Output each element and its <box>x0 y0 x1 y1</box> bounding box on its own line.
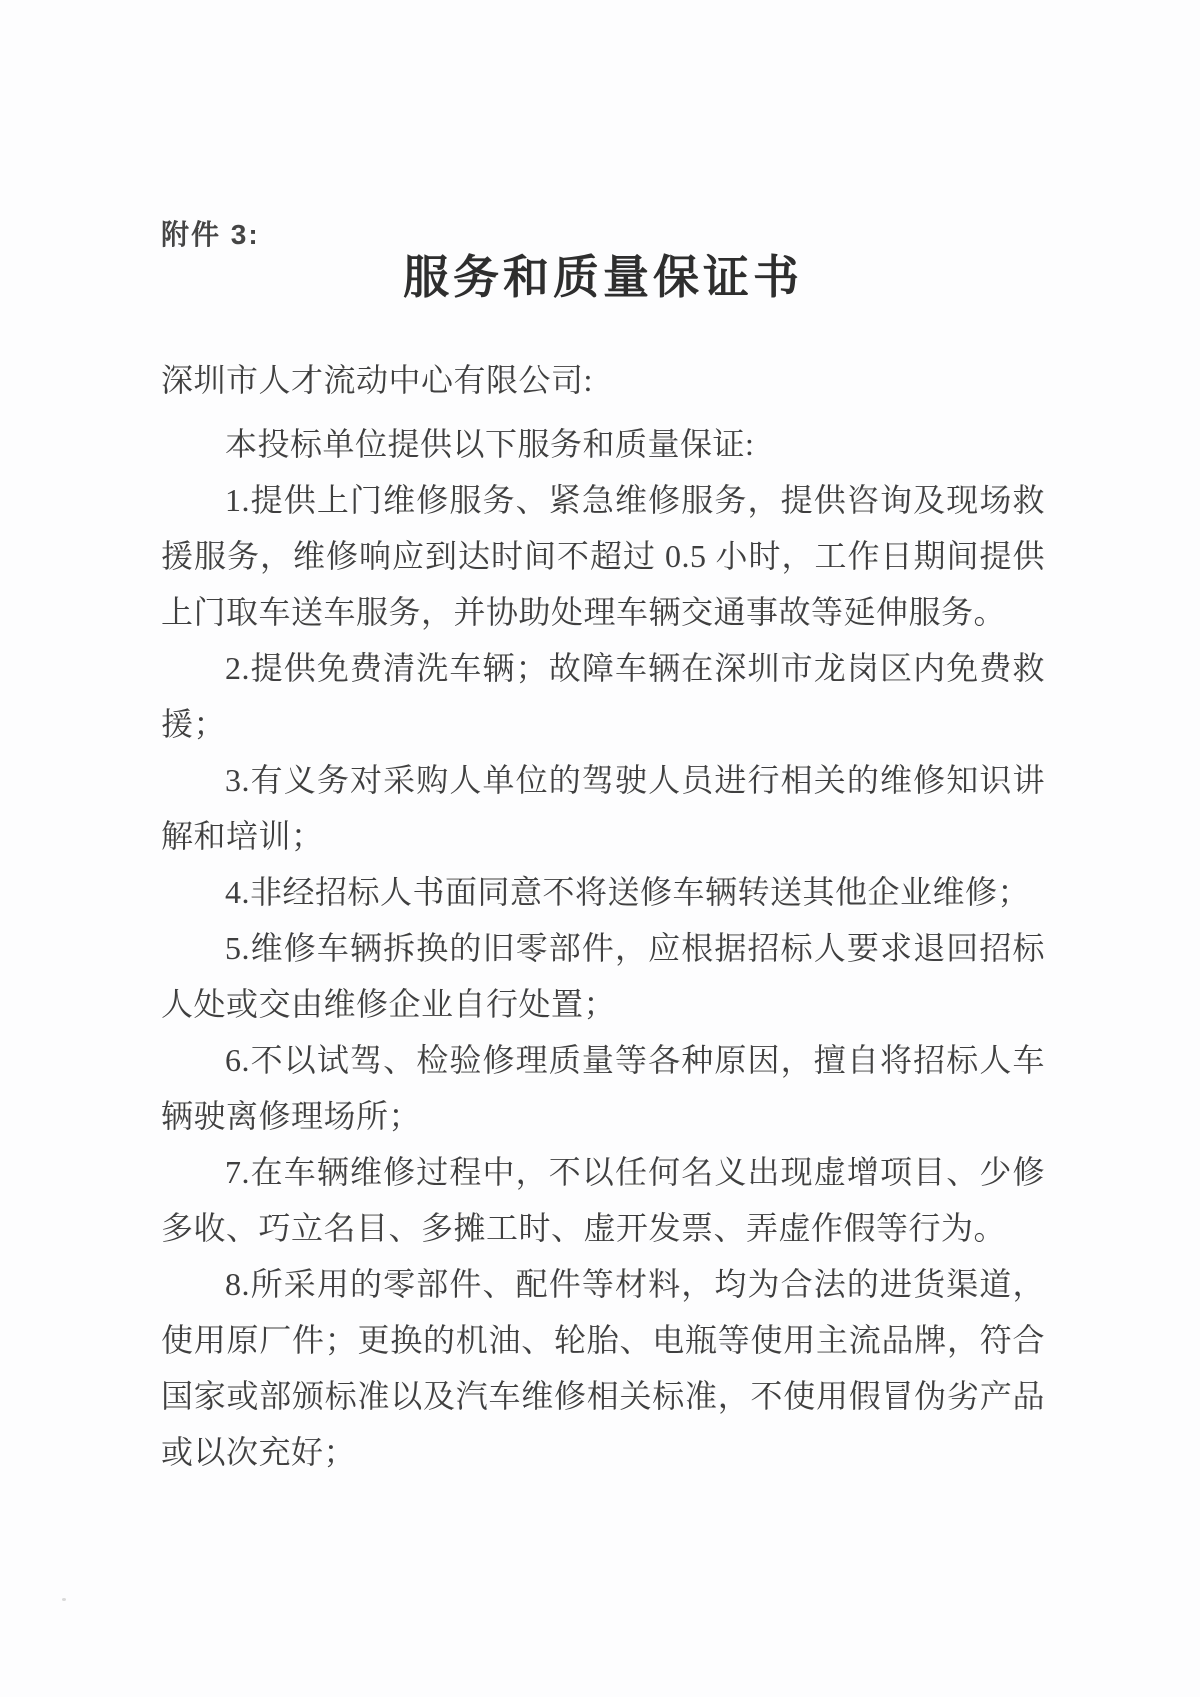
document-title: 服务和质量保证书 <box>403 252 803 303</box>
scan-artifact <box>62 1598 66 1601</box>
clause-paragraph-5: 5.维修车辆拆换的旧零部件，应根据招标人要求退回招标人处或交由维修企业自行处置； <box>161 930 1045 1022</box>
salutation-line: 深圳市人才流动中心有限公司: <box>161 362 593 398</box>
attachment-label: 附件 3: <box>161 219 260 250</box>
clause-paragraph-2: 2.提供免费清洗车辆；故障车辆在深圳市龙岗区内免费救援； <box>161 650 1045 742</box>
clause-paragraph-4: 4.非经招标人书面同意不将送修车辆转送其他企业维修； <box>225 874 1031 910</box>
document-body <box>161 352 1045 1480</box>
intro-line: 本投标单位提供以下服务和质量保证: <box>225 426 755 462</box>
clause-paragraph-6: 6.不以试驾、检验修理质量等各种原因，擅自将招标人车辆驶离修理场所； <box>161 1042 1045 1134</box>
clause-paragraph-3: 3.有义务对采购人单位的驾驶人员进行相关的维修知识讲解和培训； <box>161 762 1045 854</box>
clause-paragraph-8: 8.所采用的零部件、配件等材料，均为合法的进货渠道，使用原厂件；更换的机油、轮胎、电瓶等使用主流品牌，符合国家或部颁标准以及汽车维修相关标准，不使用假冒伪劣产品或以次充好； <box>161 1266 1045 1470</box>
clause-paragraph-7: 7.在车辆维修过程中，不以任何名义出现虚增项目、少修多收、巧立名目、多摊工时、虚开发票、弄虚作假等行为。 <box>161 1154 1045 1246</box>
clause-paragraph-1: 1.提供上门维修服务、紧急维修服务，提供咨询及现场救援服务，维修响应到达时间不超过 0.5 小时，工作日期间提供上门取车送车服务，并协助处理车辆交通事故等延伸服务。 <box>161 482 1045 630</box>
